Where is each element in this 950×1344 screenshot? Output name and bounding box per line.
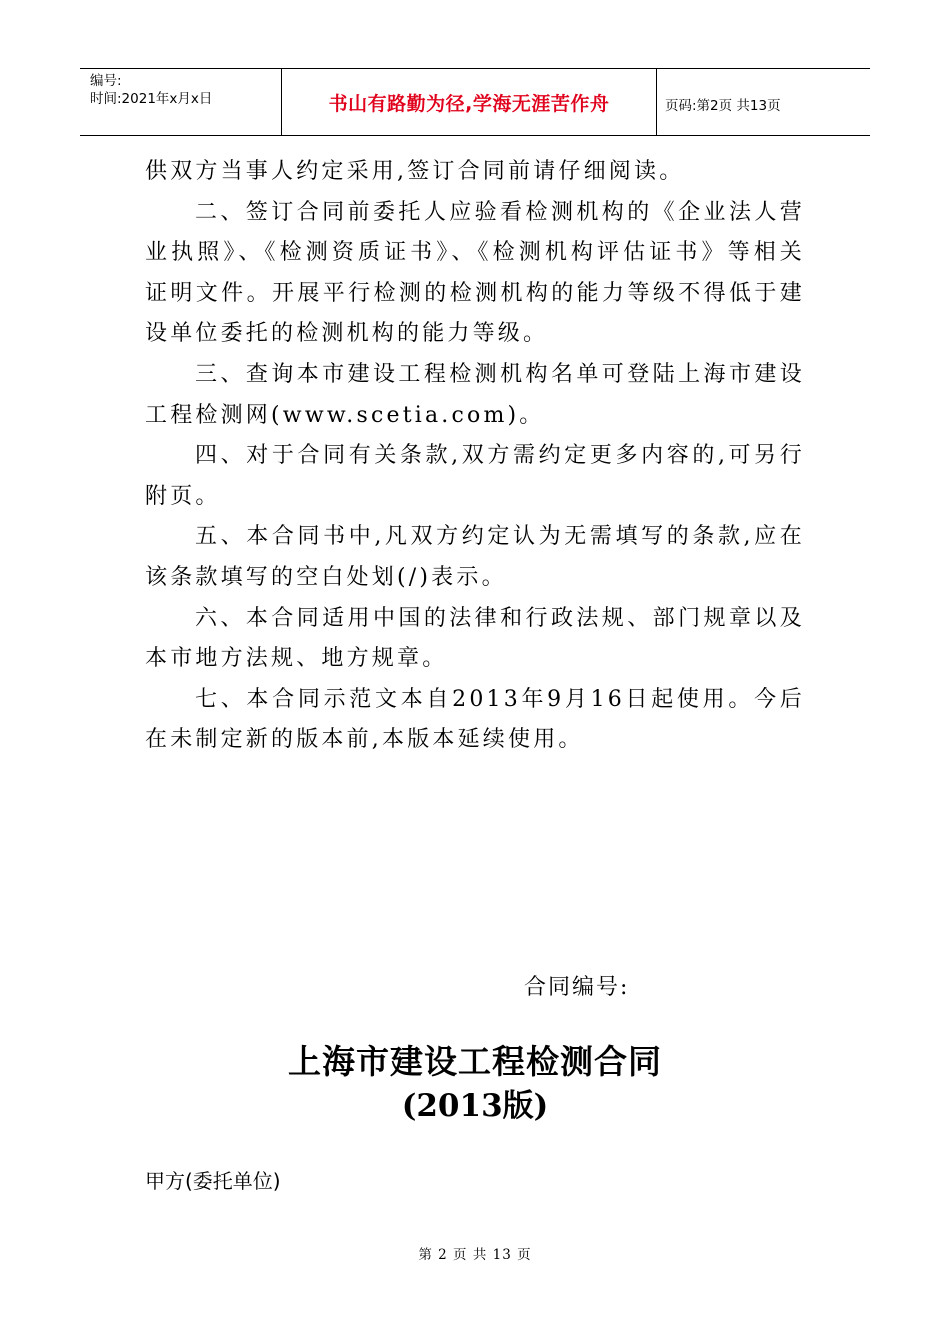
header-time-label: 时间:2021年x月x日 — [90, 91, 213, 107]
header-meta-cell — [80, 69, 282, 135]
document-subtitle: (2013版) — [401, 1088, 549, 1124]
document-body — [145, 152, 805, 761]
page-footer: 第 2 页 共 13 页 — [418, 1247, 532, 1263]
page-header — [80, 68, 870, 136]
header-page-info: 页码:第2页 共13页 — [665, 98, 781, 114]
paragraph-item-7: 七、本合同示范文本自2013年9月16日起使用。今后在未制定新的版本前,本版本延续使用。 — [145, 686, 805, 753]
paragraph-item-5: 五、本合同书中,凡双方约定认为无需填写的条款,应在该条款填写的空白处划(/)表示。 — [145, 524, 805, 590]
header-motto: 书山有路勤为径,学海无涯苦作舟 — [282, 69, 657, 135]
paragraph-item-2: 二、签订合同前委托人应验看检测机构的《企业法人营业执照》、《检测资质证书》、《检测机构评估证书》等相关证明文件。开展平行检测的检测机构的能力等级不得低于建设单位委托的检测机构的能力等级。 — [145, 199, 805, 347]
paragraph-continuation: 供双方当事人约定采用,签订合同前请仔细阅读。 — [145, 159, 685, 184]
paragraph-item-3: 三、查询本市建设工程检测机构名单可登陆上海市建设工程检测网(www.scetia.com)。 — [145, 361, 805, 428]
paragraph-item-4: 四、对于合同有关条款,双方需约定更多内容的,可另行附页。 — [145, 443, 805, 509]
header-number-label: 编号: — [90, 73, 122, 89]
party-a-label: 甲方(委托单位) — [145, 1169, 281, 1193]
paragraph-item-6: 六、本合同适用中国的法律和行政法规、部门规章以及本市地方法规、地方规章。 — [145, 605, 805, 672]
document-title: 上海市建设工程检测合同 — [288, 1042, 662, 1081]
contract-number-label: 合同编号: — [524, 975, 630, 1000]
